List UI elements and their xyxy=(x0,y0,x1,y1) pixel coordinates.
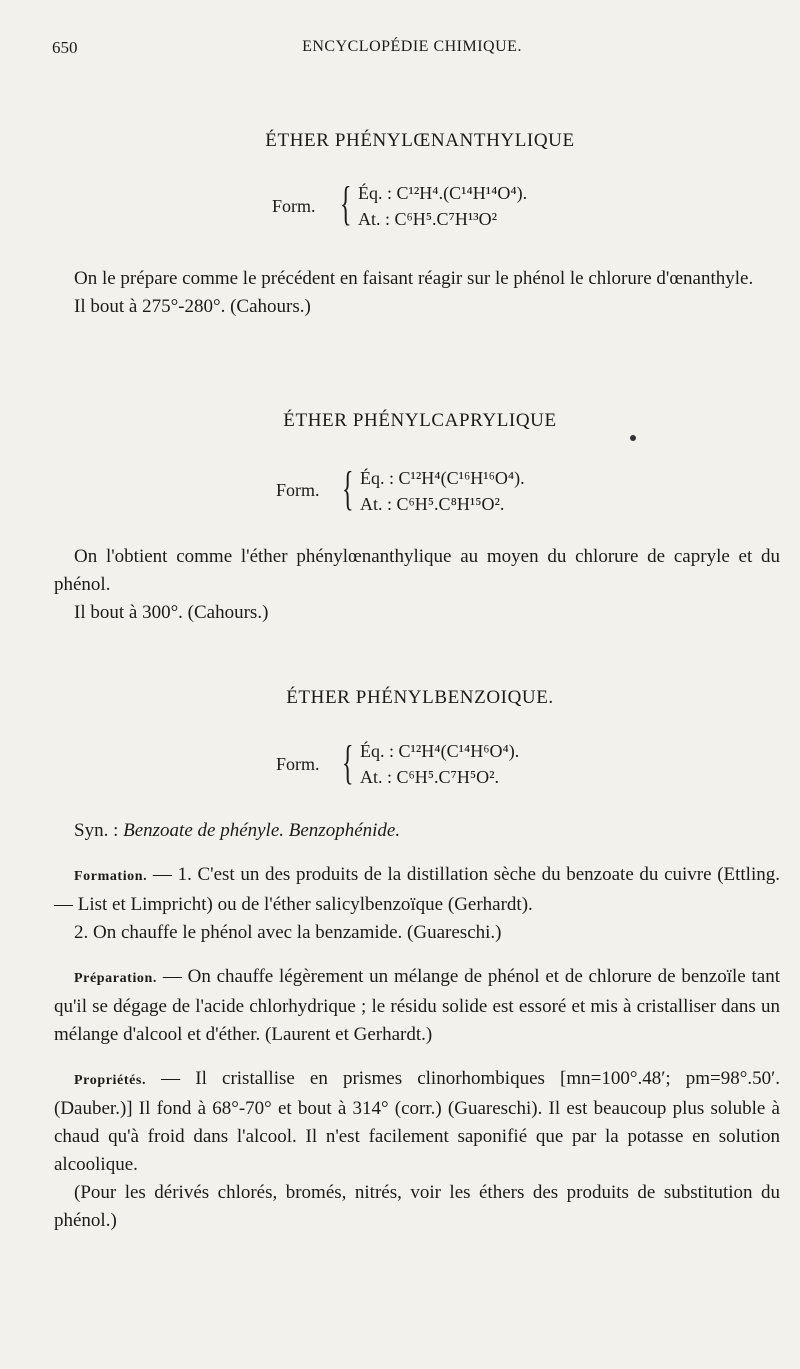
syn-text: Benzoate de phényle. Benzophénide. xyxy=(123,820,401,841)
formula-label: Form. xyxy=(276,754,320,774)
section-title-phenylbenzoique: ÉTHER PHÉNYLBENZOIQUE. xyxy=(286,687,554,708)
formula-eq: Éq. : C¹²H⁴.(C¹⁴H¹⁴O⁴). xyxy=(358,183,528,203)
formula-eq: Éq. : C¹²H⁴(C¹⁶H¹⁶O⁴). xyxy=(360,468,525,488)
syn-label: Syn. : xyxy=(74,820,124,841)
formation-paragraph-2: 2. On chauffe le phénol avec la benzamide. (Guareschi.) xyxy=(74,922,502,943)
proprietes-paragraph xyxy=(54,1065,780,1179)
proprietes-text: — Il cristallise en prismes clinorhombiques [mn=100°.48′; pm=98°.50′. (Dauber.)] Il fond à 68°-70° et bout à 314° (corr.) (Guareschi). Il est beaucoup plus soluble à chaud qu'à froid dans l'alcool. Il n'est facilement saponifié que par la potasse en solution alcoolique. xyxy=(54,1068,780,1175)
section-title-phenylcaprylique: ÉTHER PHÉNYLCAPRYLIQUE xyxy=(283,410,557,431)
formula-at: At. : C⁶H⁵.C⁷H¹³O² xyxy=(358,209,498,229)
formation-paragraph xyxy=(54,861,780,919)
brace-icon: { xyxy=(342,462,354,515)
brace-icon: { xyxy=(342,736,354,789)
running-title: ENCYCLOPÉDIE CHIMIQUE. xyxy=(302,38,522,55)
formation-text: — 1. C'est un des produits de la distillation sèche du benzoate du cuivre (Ettling. — List et Limpricht) ou de l'éther salicylbenzoïque (Gerhardt). xyxy=(54,864,780,915)
page-header xyxy=(52,38,772,62)
formula-at: At. : C⁶H⁵.C⁸H¹⁵O². xyxy=(360,494,505,514)
preparation-heading: Préparation. xyxy=(74,971,158,986)
paragraph: Il bout à 275°-280°. (Cahours.) xyxy=(74,296,311,317)
section2-text xyxy=(54,543,780,627)
paragraph: On l'obtient comme l'éther phénylœnanthylique au moyen du chlorure de capryle et du phénol. xyxy=(54,546,780,595)
brace-icon: { xyxy=(340,177,352,230)
section1-text xyxy=(54,265,780,321)
ink-spot xyxy=(630,435,636,441)
formula-at: At. : C⁶H⁵.C⁷H⁵O². xyxy=(360,767,500,787)
synonyms-line xyxy=(54,817,780,845)
section3-text xyxy=(54,817,780,1235)
proprietes-heading: Propriétés. xyxy=(74,1073,147,1088)
formation-heading: Formation. xyxy=(74,869,148,884)
formula-label: Form. xyxy=(276,480,320,500)
preparation-paragraph xyxy=(54,963,780,1049)
final-note: (Pour les dérivés chlorés, bromés, nitrés, voir les éthers des produits de substitution du phénol.) xyxy=(54,1182,780,1231)
preparation-text: — On chauffe légèrement un mélange de phénol et de chlorure de benzoïle tant qu'il se dégage de l'acide chlorhydrique ; le résidu solide est essoré et mis à cristalliser dans un mélange d'alcool et d'éther. (Laurent et Gerhardt.) xyxy=(54,966,780,1045)
formula-eq: Éq. : C¹²H⁴(C¹⁴H⁶O⁴). xyxy=(360,741,520,761)
formula-label: Form. xyxy=(272,196,316,216)
paragraph: Il bout à 300°. (Cahours.) xyxy=(74,602,269,623)
section-title-phenylœnanthylique: ÉTHER PHÉNYLŒNANTHYLIQUE xyxy=(265,130,575,151)
page-number: 650 xyxy=(52,38,78,57)
paragraph: On le prépare comme le précédent en faisant réagir sur le phénol le chlorure d'œnanthyle. xyxy=(74,268,754,289)
